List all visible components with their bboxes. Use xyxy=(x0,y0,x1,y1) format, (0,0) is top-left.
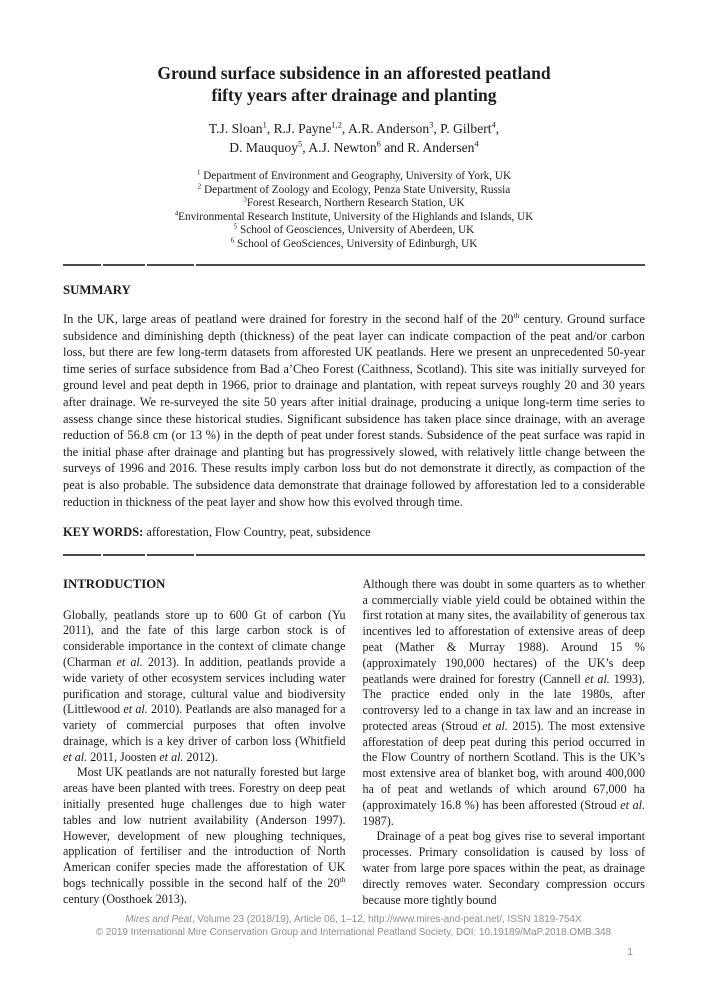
paper-title-line2: fifty years after drainage and planting xyxy=(211,85,497,105)
section-divider-top xyxy=(63,264,645,266)
keywords-label: KEY WORDS: xyxy=(63,525,144,540)
introduction-paragraph-2: Most UK peatlands are not naturally forested but large areas have been planted with trees. Forestry on deep peat initially presented huge challenges due to high water tables and low nutrient availability (Anderson 1997). However, development of new ploughing techniques, application of fertiliser and the introduction of North American conifer species made the afforestation of UK bogs technically possible in the second half of the 20th century (Oosthoek 2013). xyxy=(63,765,346,906)
affiliation-3: $^3$Forest Research, Northern Research Station, UK xyxy=(243,195,465,209)
right-column-paragraph-2: Drainage of a peat bog gives rise to several important processes. Primary consolidation is caused by loss of water from large pore spaces within the peat, as drainage directly removes water. Secondary compression occurs because more tightly bound xyxy=(362,829,645,907)
journal-footer xyxy=(0,914,707,939)
affiliation-1: $^1$ Department of Environment and Geography, University of York, UK xyxy=(196,168,512,182)
paper-title-line1: Ground surface subsidence in an afforested peatland xyxy=(157,63,551,83)
affiliation-5: $^5$ School of Geosciences, University of Aberdeen, UK xyxy=(233,222,475,236)
summary-heading: SUMMARY xyxy=(63,283,131,297)
column-right xyxy=(363,577,646,923)
right-column-paragraph-1: Although there was doubt in some quarters as to whether a commercially viable yield could be obtained within the first rotation at many sites, the availability of generous tax incentives led to afforestation of extensive areas of deep peat (Mather & Murray 1988). Around 15 % (approximately 190,000 hectares) of the UK’s deep peatlands were drained for forestry (Cannell et al. 1993). The practice ended only in the late 1980s, after controversy led to a change in tax law and an increase in protected areas (Stroud et al. 2015). The most extensive afforestation of deep peat during this period occurred in the Flow Country of northern Scotland. This is the UK’s most extensive area of blanket bog, with around 400,000 ha of peat and wetlands of which around 67,000 ha (approximately 16.8 %) has been afforested (Stroud et al. 1987). xyxy=(362,576,645,828)
section-divider-bottom xyxy=(63,554,645,556)
paper-title xyxy=(63,62,645,106)
two-column-body xyxy=(63,577,645,923)
column-left xyxy=(63,577,346,923)
author-line-2: D. Mauquoy$^5$, A.J. Newton$^6$ and R. Andersen$^4$ xyxy=(229,137,479,155)
journal-footer-line2: © 2019 International Mire Conservation Group and International Peatland Society, DOI: 10.19189/MaP.2018.OMB.348 xyxy=(95,926,612,938)
affiliation-6: $^6$ School of GeoSciences, University of Edinburgh, UK xyxy=(230,235,478,250)
journal-footer-line1: Mires and Peat, Volume 23 (2018/19), Article 06, 1–12, http://www.mires-and-peat.net/, ISSN 1819-754X xyxy=(125,914,582,925)
author-line-1: T.J. Sloan$^1$, R.J. Payne$^{1,2}$, A.R. Anderson$^3$, P. Gilbert$^4$, xyxy=(208,119,500,136)
summary-paragraph: In the UK, large areas of peatland were drained for forestry in the second half of the 20th century. Ground surface subsidence and diminishing depth (thickness) of the peat layer can indicate compaction of the peat and/or carbon loss, but there are few long-term datasets from afforested UK peatlands. Here we present an unprecedented 50-year time series of surface subsidence from Bad a’Cheo Forest (Caithness, Scotland). This site was initially surveyed for ground level and peat depth in 1966, prior to drainage and plantation, with repeat surveys roughly 20 and 30 years after drainage. We re-surveyed the site 50 years after initial drainage, producing a unique long-term time series to assess change since these historical studies. Significant subsidence has taken place since drainage, with an average reduction of 56.8 cm (or 13 %) in the depth of peat under forest stands. Subsidence of the peat surface was rapid in the initial phase after drainage and planting but has progressively slowed, with relatively little change between the surveys of 1996 and 2016. These results imply carbon loss but do not demonstrate it directly, as compaction of the peat is also probable. The subsidence data demonstrate that drainage followed by afforestation led to a considerable reduction in thickness of the peat layer and show how this evolved through time. xyxy=(63,310,645,509)
affiliation-list xyxy=(63,170,645,251)
introduction-paragraph-1: Globally, peatlands store up to 600 Gt of carbon (Yu 2011), and the fate of this large carbon stock is of considerable importance in the context of climate change (Charman et al. 2013). In addition, peatlands provide a wide variety of other ecosystem services including water purification and storage, cultural value and biodiversity (Littlewood et al. 2010). Peatlands are also managed for a variety of commercial purposes that often involve drainage, which is a key driver of carbon loss (Whitfield et al. 2011, Joosten et al. 2012). xyxy=(63,607,346,764)
page-number: 1 xyxy=(627,946,633,958)
affiliation-2: $^2$ Department of Zoology and Ecology, Penza State University, Russia xyxy=(197,181,511,196)
affiliation-4: $^4$Environmental Research Institute, University of the Highlands and Islands, UK xyxy=(174,208,534,223)
author-list xyxy=(63,120,645,157)
introduction-heading: INTRODUCTION xyxy=(63,576,166,591)
keywords-line xyxy=(63,524,645,541)
keywords-text: afforestation, Flow Country, peat, subsidence xyxy=(143,525,371,540)
